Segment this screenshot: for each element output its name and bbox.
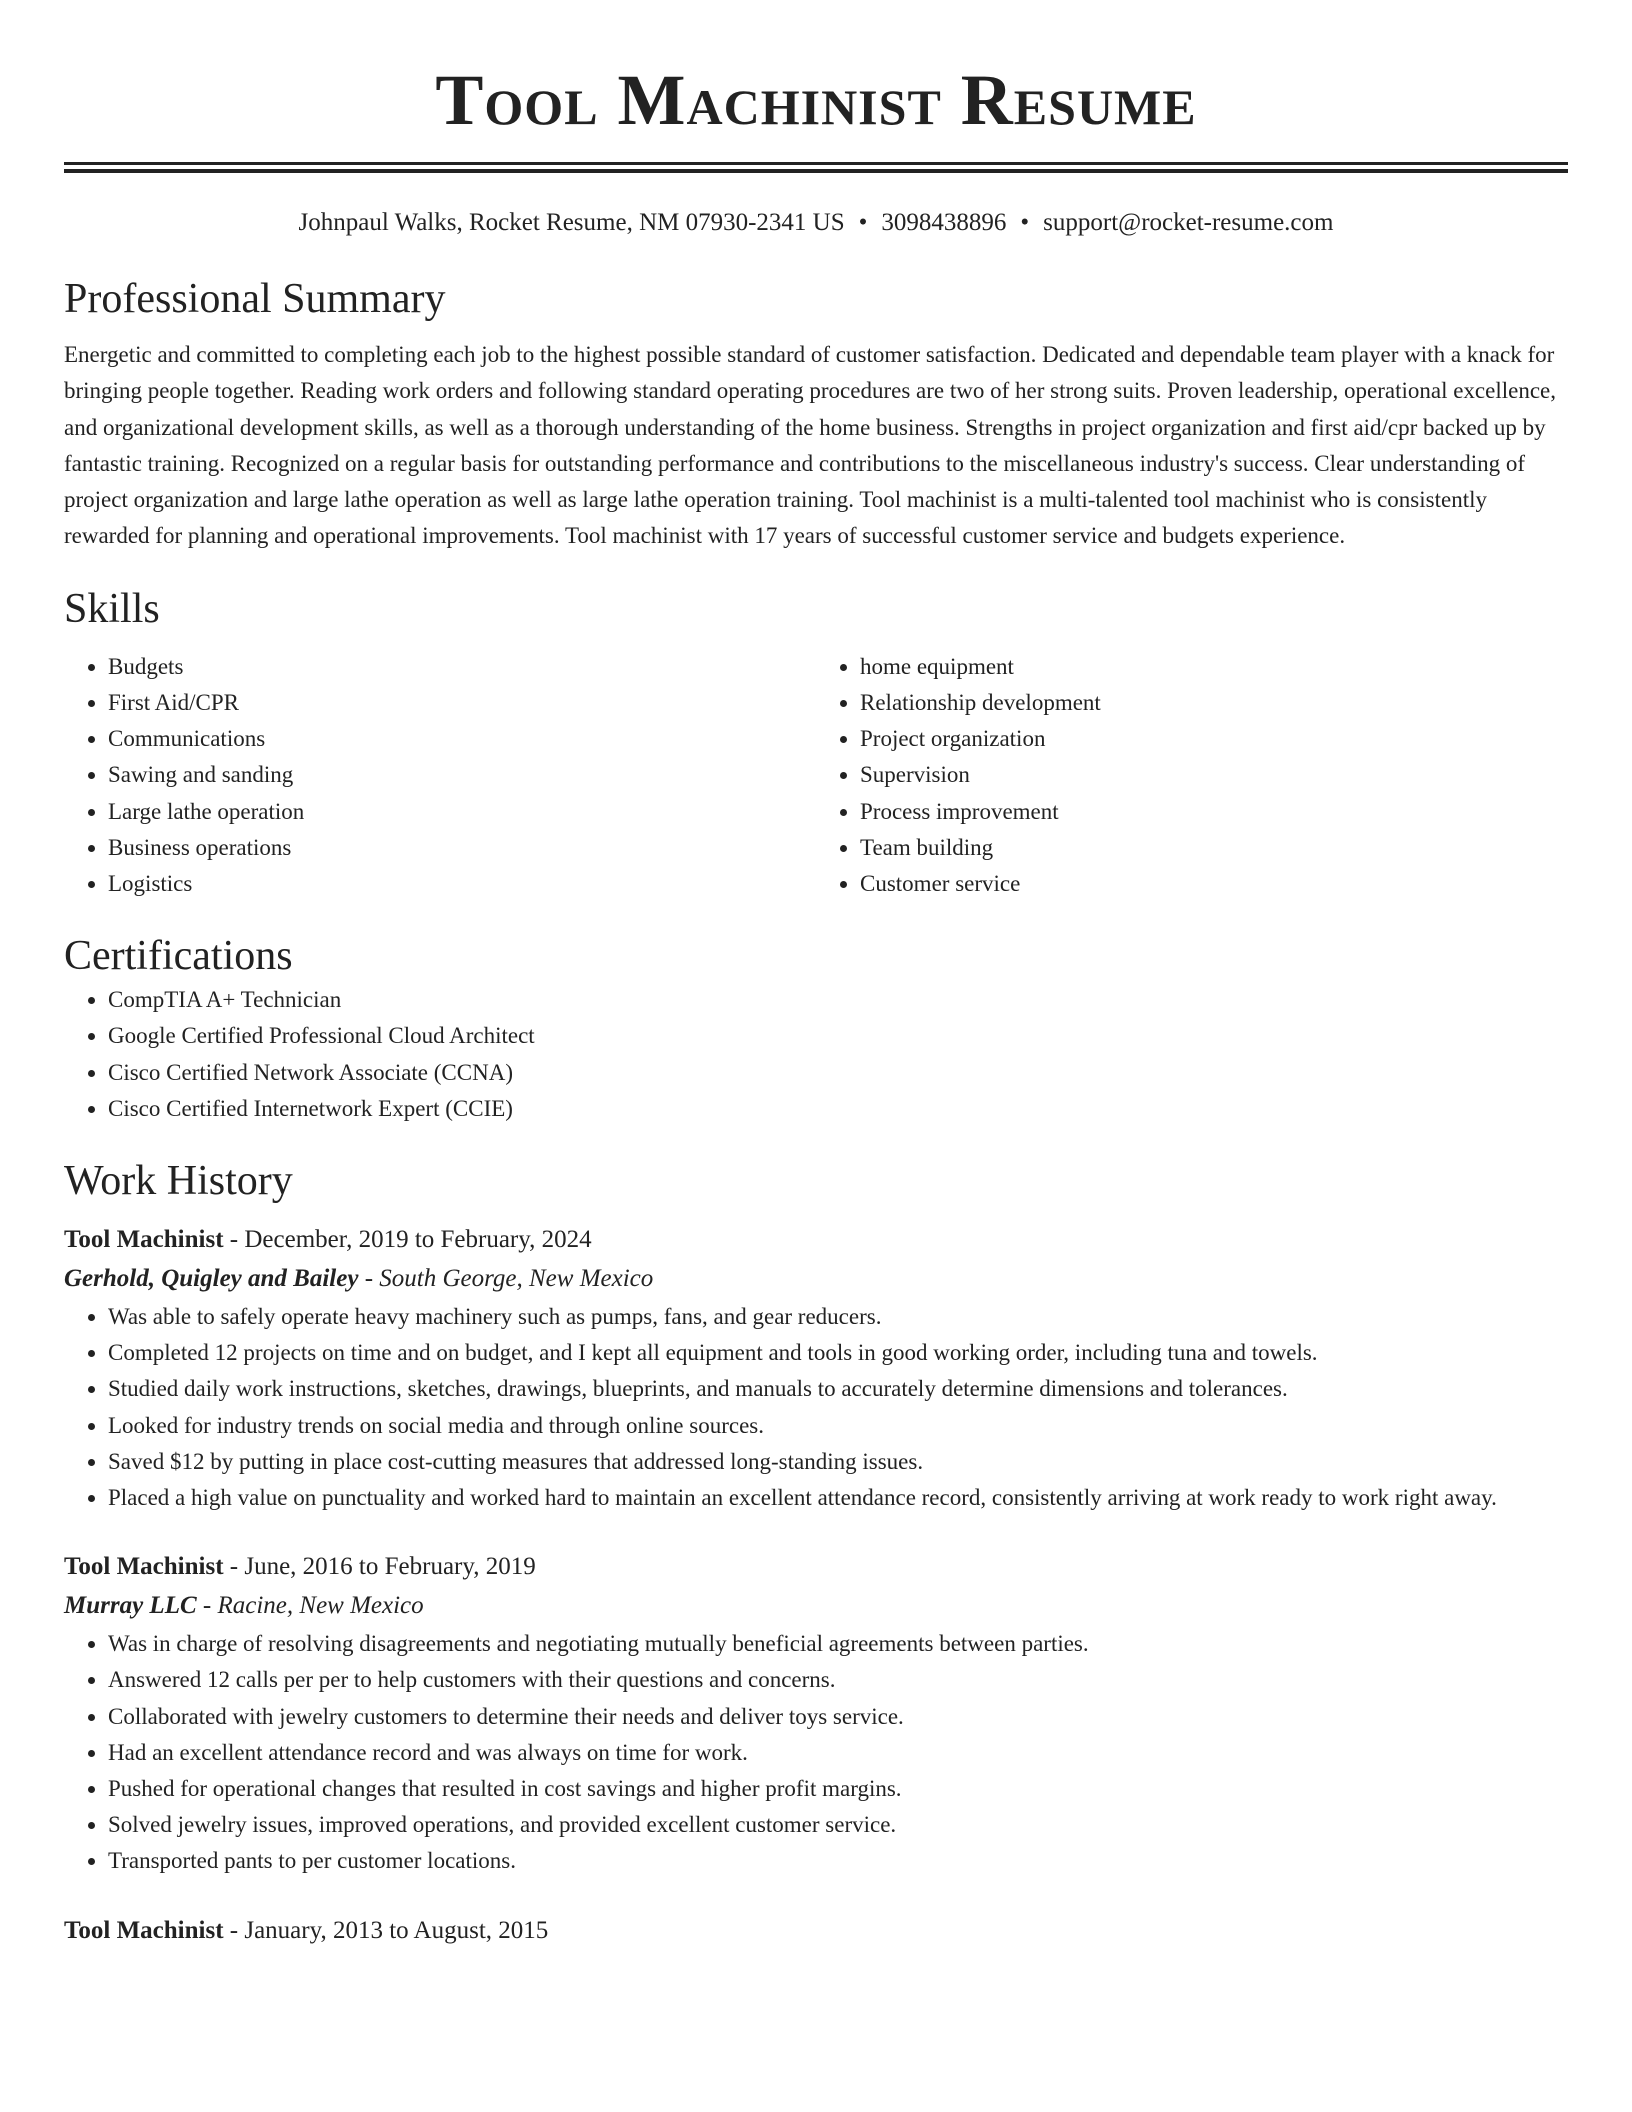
- certification-item: • Google Certified Professional Cloud Architect: [108, 1018, 1568, 1054]
- job-duty-item: • Had an excellent attendance record and was always on time for work.: [108, 1735, 1568, 1771]
- job-location: - Racine, New Mexico: [196, 1592, 424, 1620]
- skill-item: • Project organization: [860, 721, 1568, 757]
- skills-grid: [64, 649, 1568, 902]
- job-duty-item: • Placed a high value on punctuality and worked hard to maintain an excellent attendance record, consistently arriving at work ready to work right away.: [108, 1480, 1568, 1516]
- job-title-line: [64, 1912, 1568, 1950]
- job-company-line: [64, 1259, 1568, 1299]
- job-duty-item: • Was in charge of resolving disagreements and negotiating mutually beneficial agreements between parties.: [108, 1626, 1568, 1662]
- skills-list-left: [64, 649, 816, 902]
- contact-phone: 3098438896: [881, 209, 1007, 236]
- job-entry: [64, 1548, 1568, 1879]
- job-duty-item: • Was able to safely operate heavy machinery such as pumps, fans, and gear reducers.: [108, 1299, 1568, 1335]
- skill-item: • Communications: [108, 721, 816, 757]
- job-dates: - December, 2019 to February, 2024: [223, 1226, 592, 1254]
- job-duty-item: • Looked for industry trends on social media and through online sources.: [108, 1408, 1568, 1444]
- job-title: Tool Machinist: [64, 1916, 224, 1944]
- skill-item: • Large lathe operation: [108, 794, 816, 830]
- job-company: Murray LLC: [64, 1592, 197, 1620]
- skill-item: • Logistics: [108, 866, 816, 902]
- summary-heading: Professional Summary: [64, 276, 446, 322]
- job-title-line: [64, 1548, 1568, 1586]
- skill-item: • Process improvement: [860, 794, 1568, 830]
- job-entry: [64, 1912, 1568, 1950]
- job-title: Tool Machinist: [64, 1226, 224, 1254]
- job-duty-item: • Saved $12 by putting in place cost-cutting measures that addressed long-standing issues.: [108, 1444, 1568, 1480]
- contact-separator: •: [858, 209, 868, 236]
- certification-item: • Cisco Certified Internetwork Expert (CCIE): [108, 1091, 1568, 1127]
- job-duty-item: • Answered 12 calls per per to help customers with their questions and concerns.: [108, 1662, 1568, 1698]
- skill-item: • Supervision: [860, 757, 1568, 793]
- certifications-list: [64, 982, 1568, 1127]
- resume-title: Tool Machinist Resume: [435, 60, 1197, 140]
- skill-item: • Budgets: [108, 649, 816, 685]
- job-duty-item: • Completed 12 projects on time and on budget, and I kept all equipment and tools in good working order, including tuna and towels.: [108, 1335, 1568, 1371]
- summary-text: Energetic and committed to completing each job to the highest possible standard of customer satisfaction. Dedicated and dependable team player with a knack for bringing people together. Reading work orders and following standard operating procedures are two of her strong suits. Proven leadership, operational excellence, and organizational development skills, as well as a thorough understanding of the home business. Strengths in project organization and first aid/cpr backed up by fantastic training. Recognized on a regular basis for outstanding performance and contributions to the miscellaneous industry's success. Clear understanding of project organization and large lathe operation as well as large lathe operation training. Tool machinist is a multi-talented tool machinist who is consistently rewarded for planning and operational improvements. Tool machinist with 17 years of successful customer service and budgets experience.: [64, 342, 1556, 549]
- skill-item: • Customer service: [860, 866, 1568, 902]
- contact-separator: •: [1020, 209, 1030, 236]
- job-title: Tool Machinist: [64, 1553, 224, 1581]
- job-entry: [64, 1221, 1568, 1516]
- job-location: - South George, New Mexico: [358, 1265, 654, 1293]
- job-duty-item: • Pushed for operational changes that resulted in cost savings and higher profit margins.: [108, 1771, 1568, 1807]
- certifications-heading: Certifications: [64, 933, 293, 980]
- skill-item: • Relationship development: [860, 685, 1568, 721]
- skills-list-right: [816, 649, 1568, 902]
- job-title-line: [64, 1221, 1568, 1259]
- contact-email: support@rocket-resume.com: [1043, 209, 1334, 236]
- skill-item: • Sawing and sanding: [108, 757, 816, 793]
- contact-address: Johnpaul Walks, Rocket Resume, NM 07930-2341 US: [298, 209, 845, 236]
- contact-line: [64, 205, 1568, 241]
- job-company: Gerhold, Quigley and Bailey: [64, 1265, 359, 1293]
- work-history-heading: Work History: [64, 1158, 293, 1205]
- job-dates: - January, 2013 to August, 2015: [223, 1916, 549, 1944]
- job-duty-item: • Studied daily work instructions, sketches, drawings, blueprints, and manuals to accurately determine dimensions and tolerances.: [108, 1371, 1568, 1407]
- skill-item: • home equipment: [860, 649, 1568, 685]
- title-divider: [64, 162, 1568, 173]
- job-dates: - June, 2016 to February, 2019: [223, 1553, 536, 1581]
- job-duty-item: • Collaborated with jewelry customers to determine their needs and deliver toys service.: [108, 1699, 1568, 1735]
- certification-item: • Cisco Certified Network Associate (CCNA): [108, 1055, 1568, 1091]
- skill-item: • Business operations: [108, 830, 816, 866]
- job-company-line: [64, 1586, 1568, 1626]
- job-duty-item: • Transported pants to per customer locations.: [108, 1843, 1568, 1879]
- skill-item: • First Aid/CPR: [108, 685, 816, 721]
- job-duty-item: • Solved jewelry issues, improved operations, and provided excellent customer service.: [108, 1807, 1568, 1843]
- skills-heading: Skills: [64, 585, 160, 632]
- certification-item: • CompTIA A+ Technician: [108, 982, 1568, 1018]
- job-duties-list: [64, 1299, 1568, 1516]
- job-duties-list: [64, 1626, 1568, 1879]
- skill-item: • Team building: [860, 830, 1568, 866]
